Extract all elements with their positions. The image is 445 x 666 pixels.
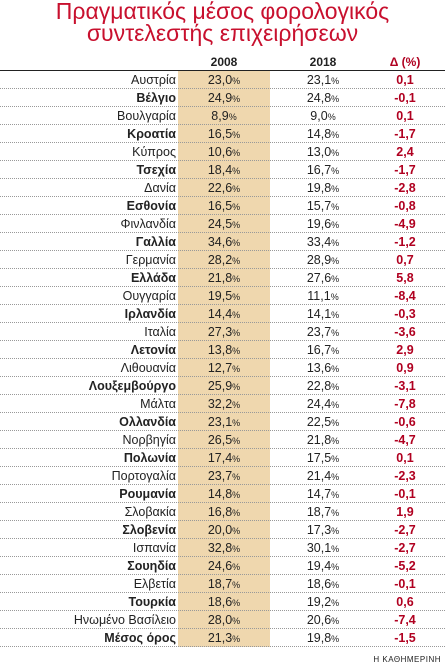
percent-sign: % xyxy=(331,256,340,266)
table-row xyxy=(0,593,445,611)
percent-sign: % xyxy=(232,472,241,482)
percent-sign: % xyxy=(331,94,340,104)
value-2018: 16,7% xyxy=(306,343,340,357)
percent-sign: % xyxy=(232,580,241,590)
percent-sign: % xyxy=(232,382,241,392)
percent-sign: % xyxy=(232,400,241,410)
value-2008: 32,8% xyxy=(207,541,241,555)
value-2018: 24,8% xyxy=(306,91,340,105)
percent-sign: % xyxy=(232,292,241,302)
value-2018: 28,9% xyxy=(306,253,340,267)
value-2008: 17,4% xyxy=(207,451,241,465)
percent-sign: % xyxy=(232,526,241,536)
percent-sign: % xyxy=(232,418,241,428)
percent-sign: % xyxy=(331,238,340,248)
table-row xyxy=(0,503,445,521)
value-delta: -0,6 xyxy=(394,415,416,429)
table-row xyxy=(0,143,445,161)
percent-sign: % xyxy=(327,112,336,122)
value-2008: 16,5% xyxy=(207,127,241,141)
percent-sign: % xyxy=(331,580,340,590)
value-2018: 24,4% xyxy=(306,397,340,411)
value-2018: 14,8% xyxy=(306,127,340,141)
percent-sign: % xyxy=(331,418,340,428)
title-line-1: Πραγματικός μέσος φορολογικός xyxy=(55,0,390,24)
country-label: Αυστρία xyxy=(131,73,176,87)
value-2018: 19,8% xyxy=(306,631,340,645)
value-2018: 16,7% xyxy=(306,163,340,177)
value-delta: -4,9 xyxy=(394,217,416,231)
country-label: Λιθουανία xyxy=(120,361,176,375)
country-label: Κύπρος xyxy=(132,145,176,159)
country-label: Τουρκία xyxy=(128,595,176,609)
country-label: Τσεχία xyxy=(136,163,176,177)
value-2008: 14,4% xyxy=(207,307,241,321)
table-row xyxy=(0,197,445,215)
value-delta: -2,7 xyxy=(394,541,416,555)
value-2018: 23,1% xyxy=(306,73,340,87)
value-2008: 18,7% xyxy=(207,577,241,591)
country-label: Φινλανδία xyxy=(120,217,176,231)
value-2018: 19,6% xyxy=(306,217,340,231)
table-row xyxy=(0,179,445,197)
country-label: Κροατία xyxy=(127,127,176,141)
country-label: Νορβηγία xyxy=(122,433,176,447)
country-label: Γερμανία xyxy=(125,253,176,267)
percent-sign: % xyxy=(331,508,340,518)
value-2018: 22,5% xyxy=(306,415,340,429)
value-2008: 18,4% xyxy=(207,163,241,177)
value-2008: 23,7% xyxy=(207,469,241,483)
value-2018: 13,0% xyxy=(306,145,340,159)
percent-sign: % xyxy=(232,166,241,176)
value-delta: 0,7 xyxy=(396,253,414,267)
percent-sign: % xyxy=(232,634,241,644)
percent-sign: % xyxy=(331,166,340,176)
value-2018: 18,6% xyxy=(306,577,340,591)
value-2008: 8,9% xyxy=(211,109,237,123)
country-label: Ιρλανδία xyxy=(124,307,176,321)
value-2008: 23,0% xyxy=(207,73,241,87)
percent-sign: % xyxy=(232,256,241,266)
percent-sign: % xyxy=(232,76,241,86)
value-delta: -0,3 xyxy=(394,307,416,321)
value-2008: 27,3% xyxy=(207,325,241,339)
country-label: Πορτογαλία xyxy=(111,469,176,483)
country-label: Δανία xyxy=(144,181,176,195)
table-row xyxy=(0,215,445,233)
value-delta: -2,7 xyxy=(394,523,416,537)
country-label: Ουγγαρία xyxy=(122,289,176,303)
table-row xyxy=(0,269,445,287)
table-row xyxy=(0,377,445,395)
percent-sign: % xyxy=(331,616,340,626)
value-2008: 16,8% xyxy=(207,505,241,519)
value-2008: 28,2% xyxy=(207,253,241,267)
value-2008: 24,9% xyxy=(207,91,241,105)
row-separator xyxy=(0,646,445,647)
value-2018: 13,6% xyxy=(306,361,340,375)
country-label: Σλοβακία xyxy=(124,505,176,519)
header-2008: 2008 xyxy=(210,55,238,69)
percent-sign: % xyxy=(228,112,237,122)
percent-sign: % xyxy=(232,202,241,212)
percent-sign: % xyxy=(232,364,241,374)
percent-sign: % xyxy=(331,184,340,194)
percent-sign: % xyxy=(232,310,241,320)
table-row xyxy=(0,161,445,179)
value-delta: 2,9 xyxy=(396,343,414,357)
table-row xyxy=(0,89,445,107)
value-2008: 12,7% xyxy=(207,361,241,375)
country-label: Βουλγαρία xyxy=(117,109,176,123)
value-2008: 13,8% xyxy=(207,343,241,357)
table-row xyxy=(0,107,445,125)
value-delta: -1,5 xyxy=(394,631,416,645)
country-label: Εσθονία xyxy=(126,199,176,213)
percent-sign: % xyxy=(331,202,340,212)
country-label: Σλοβενία xyxy=(122,523,176,537)
value-delta: 0,1 xyxy=(396,451,414,465)
value-delta: -3,1 xyxy=(394,379,416,393)
country-label: Γαλλία xyxy=(135,235,176,249)
value-2008: 34,6% xyxy=(207,235,241,249)
percent-sign: % xyxy=(331,490,340,500)
table-row xyxy=(0,359,445,377)
value-delta: 5,8 xyxy=(396,271,414,285)
percent-sign: % xyxy=(331,220,340,230)
percent-sign: % xyxy=(232,148,241,158)
table-row xyxy=(0,71,445,89)
percent-sign: % xyxy=(331,328,340,338)
table-row xyxy=(0,521,445,539)
table-row xyxy=(0,251,445,269)
percent-sign: % xyxy=(232,220,241,230)
percent-sign: % xyxy=(232,544,241,554)
percent-sign: % xyxy=(331,364,340,374)
value-delta: 2,4 xyxy=(396,145,414,159)
value-delta: -0,1 xyxy=(394,577,416,591)
percent-sign: % xyxy=(232,94,241,104)
percent-sign: % xyxy=(331,76,340,86)
value-2018: 21,8% xyxy=(306,433,340,447)
value-delta: 0,9 xyxy=(396,361,414,375)
value-2008: 21,8% xyxy=(207,271,241,285)
percent-sign: % xyxy=(331,526,340,536)
value-delta: 0,1 xyxy=(396,73,414,87)
value-delta: -2,8 xyxy=(394,181,416,195)
table-row xyxy=(0,485,445,503)
value-2018: 33,4% xyxy=(306,235,340,249)
value-2018: 18,7% xyxy=(306,505,340,519)
percent-sign: % xyxy=(331,562,340,572)
value-2018: 19,8% xyxy=(306,181,340,195)
country-label: Μάλτα xyxy=(140,397,176,411)
table-row xyxy=(0,125,445,143)
percent-sign: % xyxy=(331,130,340,140)
percent-sign: % xyxy=(331,382,340,392)
value-2018: 21,4% xyxy=(306,469,340,483)
percent-sign: % xyxy=(232,346,241,356)
country-label: Μέσος όρος xyxy=(104,631,176,645)
value-2018: 20,6% xyxy=(306,613,340,627)
value-delta: -1,7 xyxy=(394,163,416,177)
value-delta: -1,2 xyxy=(394,235,416,249)
percent-sign: % xyxy=(232,436,241,446)
value-2008: 24,6% xyxy=(207,559,241,573)
table-row xyxy=(0,395,445,413)
value-2008: 32,2% xyxy=(207,397,241,411)
table-row xyxy=(0,431,445,449)
value-delta: -0,8 xyxy=(394,199,416,213)
percent-sign: % xyxy=(331,148,340,158)
value-2018: 11,1% xyxy=(307,289,339,303)
percent-sign: % xyxy=(232,130,241,140)
country-label: Ελλάδα xyxy=(130,271,176,285)
percent-sign: % xyxy=(232,238,241,248)
table-row xyxy=(0,233,445,251)
table-row xyxy=(0,287,445,305)
table-row xyxy=(0,557,445,575)
table-row xyxy=(0,323,445,341)
percent-sign: % xyxy=(232,508,241,518)
table-row xyxy=(0,575,445,593)
value-delta: -0,1 xyxy=(394,487,416,501)
value-2018: 15,7% xyxy=(306,199,340,213)
table-row xyxy=(0,413,445,431)
value-2018: 30,1% xyxy=(306,541,340,555)
value-delta: -2,3 xyxy=(394,469,416,483)
value-2018: 14,7% xyxy=(306,487,340,501)
value-2008: 25,9% xyxy=(207,379,241,393)
country-label: Ισπανία xyxy=(132,541,176,555)
value-2018: 27,6% xyxy=(306,271,340,285)
country-label: Ρουμανία xyxy=(119,487,176,501)
table-row xyxy=(0,341,445,359)
value-2018: 19,2% xyxy=(306,595,340,609)
value-delta: -4,7 xyxy=(394,433,416,447)
percent-sign: % xyxy=(232,616,241,626)
value-2018: 14,1% xyxy=(306,307,340,321)
percent-sign: % xyxy=(331,544,340,554)
table-row xyxy=(0,539,445,557)
value-2008: 14,8% xyxy=(207,487,241,501)
value-2018: 9,0% xyxy=(310,109,336,123)
value-delta: -1,7 xyxy=(394,127,416,141)
value-delta: -0,1 xyxy=(394,91,416,105)
value-2018: 17,5% xyxy=(306,451,340,465)
header-delta: Δ (%) xyxy=(389,55,421,69)
table-row xyxy=(0,467,445,485)
value-delta: -7,4 xyxy=(394,613,416,627)
value-2008: 20,0% xyxy=(207,523,241,537)
value-delta: 1,9 xyxy=(396,505,414,519)
header-2018: 2018 xyxy=(309,55,337,69)
percent-sign: % xyxy=(232,328,241,338)
percent-sign: % xyxy=(232,274,241,284)
value-delta: -7,8 xyxy=(394,397,416,411)
value-2008: 22,6% xyxy=(207,181,241,195)
percent-sign: % xyxy=(331,346,340,356)
table-row xyxy=(0,611,445,629)
country-label: Ολλανδία xyxy=(119,415,176,429)
value-2008: 28,0% xyxy=(207,613,241,627)
percent-sign: % xyxy=(331,310,340,320)
country-label: Λουξεμβούργο xyxy=(88,379,176,393)
country-label: Βέλγιο xyxy=(136,91,176,105)
percent-sign: % xyxy=(331,436,340,446)
value-delta: 0,6 xyxy=(396,595,414,609)
country-label: Ιταλία xyxy=(144,325,176,339)
value-delta: -5,2 xyxy=(394,559,416,573)
country-label: Ηνωμένο Βασίλειο xyxy=(73,613,176,627)
percent-sign: % xyxy=(232,598,241,608)
percent-sign: % xyxy=(331,274,340,284)
percent-sign: % xyxy=(232,184,241,194)
value-2008: 10,6% xyxy=(207,145,241,159)
percent-sign: % xyxy=(232,490,241,500)
value-2008: 19,5% xyxy=(207,289,241,303)
value-2008: 26,5% xyxy=(207,433,241,447)
table-row xyxy=(0,629,445,647)
value-2008: 16,5% xyxy=(207,199,241,213)
percent-sign: % xyxy=(331,598,340,608)
percent-sign: % xyxy=(331,634,340,644)
source-credit: Η ΚΑΘΗΜΕΡΙΝΗ xyxy=(373,655,441,664)
value-delta: -8,4 xyxy=(394,289,416,303)
value-delta: -3,6 xyxy=(394,325,416,339)
value-2018: 23,7% xyxy=(306,325,340,339)
value-2008: 23,1% xyxy=(207,415,241,429)
percent-sign: % xyxy=(331,472,340,482)
country-label: Πολωνία xyxy=(123,451,176,465)
country-label: Σουηδία xyxy=(127,559,176,573)
table-row xyxy=(0,449,445,467)
percent-sign: % xyxy=(331,400,340,410)
value-2018: 19,4% xyxy=(306,559,340,573)
percent-sign: % xyxy=(330,292,339,302)
percent-sign: % xyxy=(232,454,241,464)
table-row xyxy=(0,305,445,323)
title-line-2: συντελεστής επιχειρήσεων xyxy=(86,20,359,46)
value-2018: 17,3% xyxy=(306,523,340,537)
chart-title xyxy=(0,0,445,44)
percent-sign: % xyxy=(232,562,241,572)
value-delta: 0,1 xyxy=(396,109,414,123)
value-2008: 18,6% xyxy=(207,595,241,609)
country-label: Λετονία xyxy=(130,343,176,357)
value-2008: 21,3% xyxy=(207,631,241,645)
country-label: Ελβετία xyxy=(133,577,176,591)
value-2018: 22,8% xyxy=(306,379,340,393)
percent-sign: % xyxy=(331,454,340,464)
value-2008: 24,5% xyxy=(207,217,241,231)
